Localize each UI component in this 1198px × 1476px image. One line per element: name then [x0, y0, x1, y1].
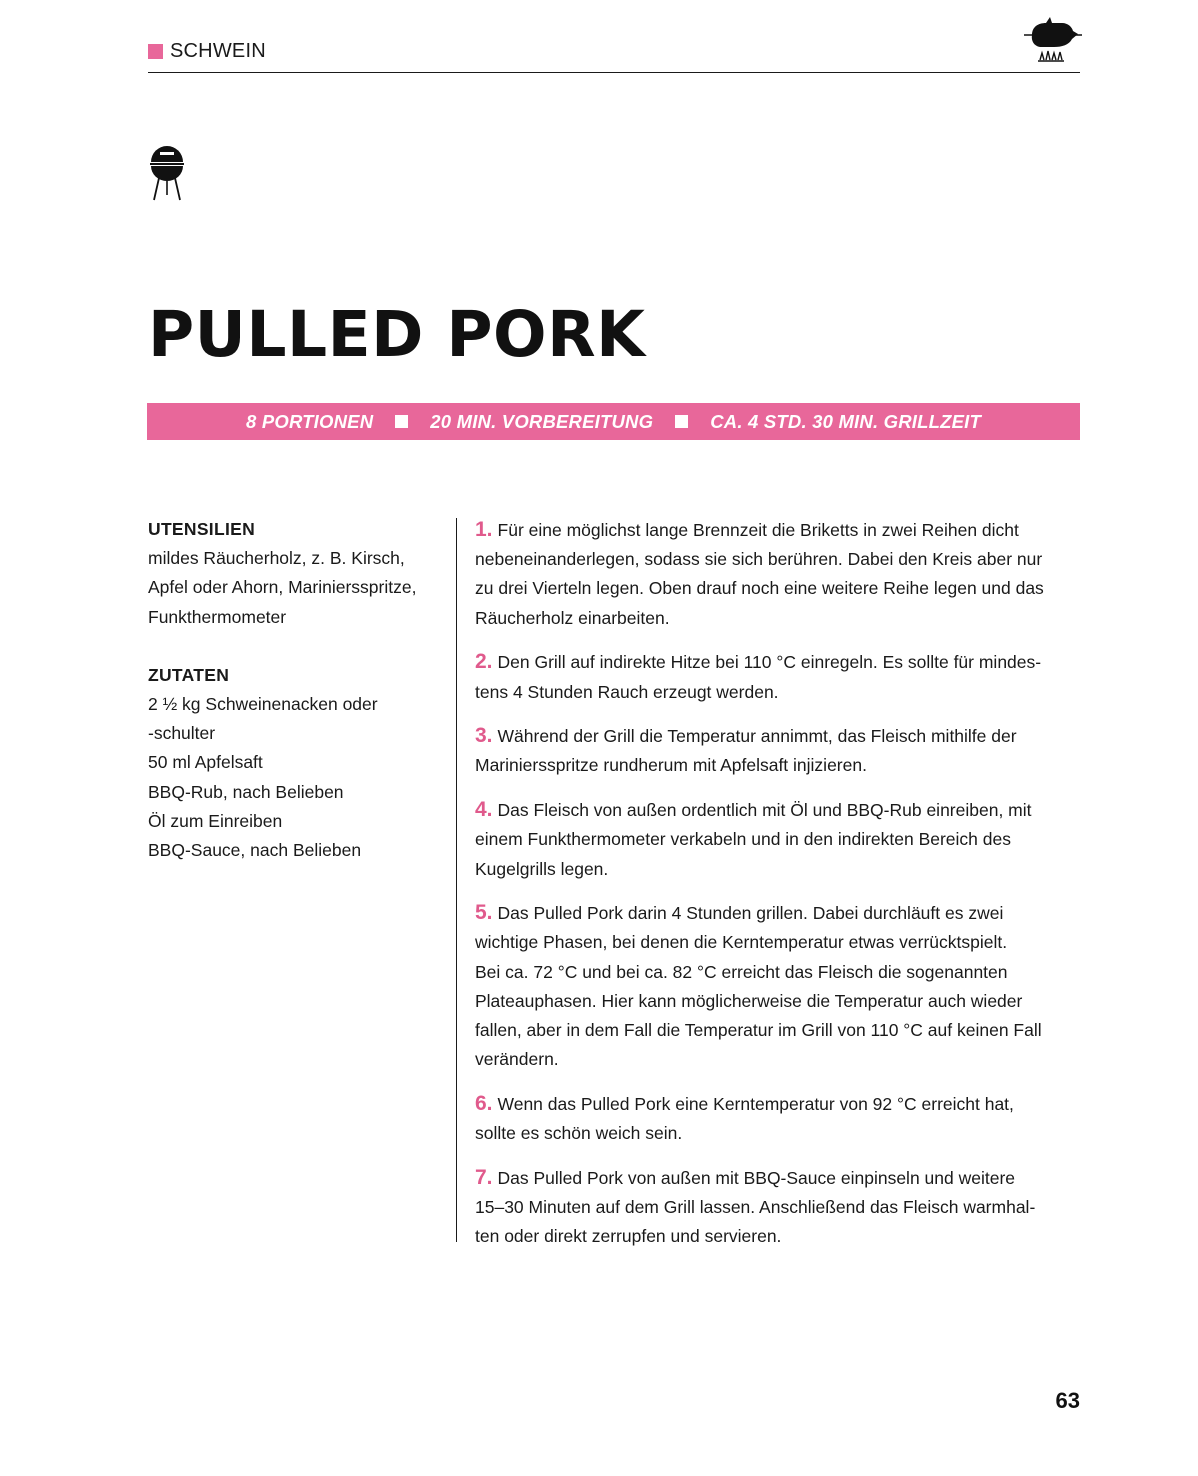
- step-line: zu drei Vierteln legen. Oben drauf noch eine weitere Reihe legen und das: [475, 578, 1044, 599]
- step-line: tens 4 Stunden Rauch erzeugt werden.: [475, 681, 779, 702]
- meta-separator: [395, 415, 408, 428]
- step-2: [475, 647, 1085, 706]
- step-line: Bei ca. 72 °C und bei ca. 82 °C erreicht das Fleisch die sogenannten: [475, 961, 1008, 982]
- step-line: Wenn das Pulled Pork eine Kerntemperatur von 92 °C erreicht hat,: [497, 1093, 1014, 1114]
- step-3: [475, 721, 1085, 780]
- step-number: 5.: [475, 901, 493, 925]
- ingredient-line: -schulter: [148, 723, 216, 744]
- ingredient-line: 2 ½ kg Schweinenacken oder: [148, 694, 378, 715]
- portions-label: 8 PORTIONEN: [245, 410, 374, 432]
- step-number: 6.: [475, 1091, 493, 1115]
- page-header: [148, 36, 1080, 73]
- prep-time-label: 20 MIN. VORBEREITUNG: [430, 410, 654, 432]
- step-line: fallen, aber in dem Fall die Temperatur im Grill von 110 °C auf keinen Fall: [475, 1020, 1042, 1041]
- column-divider: [456, 518, 457, 1242]
- step-number: 7.: [475, 1165, 493, 1189]
- step-line: Mariniersspritze rundherum mit Apfelsaft injizieren.: [475, 755, 867, 776]
- step-1: [475, 515, 1085, 633]
- utensilien-heading: UTENSILIEN: [148, 519, 256, 539]
- step-6: [475, 1089, 1085, 1148]
- ingredients-column: [148, 515, 438, 865]
- step-number: 3.: [475, 724, 493, 748]
- ingredient-line: 50 ml Apfelsaft: [148, 752, 263, 773]
- section-color-square: [148, 44, 163, 59]
- step-number: 4.: [475, 798, 493, 822]
- instructions-column: [475, 515, 1085, 1266]
- step-line: 15–30 Minuten auf dem Grill lassen. Anschließend das Fleisch warmhal-: [475, 1197, 1036, 1218]
- step-line: Das Fleisch von außen ordentlich mit Öl und BBQ-Rub einreiben, mit: [497, 800, 1032, 821]
- step-line: Das Pulled Pork darin 4 Stunden grillen. Dabei durchläuft es zwei: [497, 903, 1004, 924]
- step-line: sollte es schön weich sein.: [475, 1123, 683, 1144]
- step-4: [475, 795, 1085, 884]
- step-line: Räucherholz einarbeiten.: [475, 607, 670, 628]
- step-5: [475, 898, 1085, 1074]
- recipe-title: PULLED PORK: [148, 298, 646, 371]
- recipe-meta-bar: [147, 403, 1080, 440]
- step-line: ten oder direkt zerrupfen und servieren.: [475, 1226, 782, 1247]
- step-7: [475, 1163, 1085, 1252]
- ingredient-line: Öl zum Einreiben: [148, 810, 283, 831]
- utensil-line: Funkthermometer: [148, 606, 287, 627]
- meta-separator: [675, 415, 688, 428]
- utensil-line: mildes Räucherholz, z. B. Kirsch,: [148, 548, 405, 569]
- ingredient-line: BBQ-Rub, nach Belieben: [148, 781, 344, 802]
- step-line: wichtige Phasen, bei denen die Kerntemperatur etwas verrücktspielt.: [475, 932, 1008, 953]
- section-label: SCHWEIN: [170, 40, 266, 62]
- step-line: einem Funkthermometer verkabeln und in den indirekten Bereich des: [475, 829, 1011, 850]
- step-line: Für eine möglichst lange Brennzeit die Briketts in zwei Reihen dicht: [497, 520, 1019, 540]
- page-number: 63: [1055, 1388, 1080, 1413]
- step-line: Während der Grill die Temperatur annimmt, das Fleisch mithilfe der: [497, 726, 1017, 747]
- step-line: Kugelgrills legen.: [475, 858, 609, 879]
- ingredient-line: BBQ-Sauce, nach Belieben: [148, 840, 362, 861]
- step-line: nebeneinanderlegen, sodass sie sich berühren. Dabei den Kreis aber nur: [475, 549, 1043, 570]
- step-number: 2.: [475, 650, 493, 674]
- step-line: Das Pulled Pork von außen mit BBQ-Sauce einpinseln und weitere: [497, 1167, 1016, 1188]
- zutaten-heading: ZUTATEN: [148, 664, 230, 685]
- grill-time-label: CA. 4 STD. 30 MIN. GRILLZEIT: [710, 410, 982, 432]
- step-line: Plateauphasen. Hier kann möglicherweise die Temperatur auch wieder: [475, 990, 1023, 1011]
- utensil-line: Apfel oder Ahorn, Mariniersspritze,: [148, 577, 417, 598]
- step-number: 1.: [475, 518, 493, 541]
- step-line: Den Grill auf indirekte Hitze bei 110 °C einregeln. Es sollte für mindes-: [497, 652, 1042, 673]
- step-line: verändern.: [475, 1049, 559, 1070]
- kettle-grill-icon: [147, 144, 187, 202]
- section-marker: [148, 40, 266, 63]
- pig-on-spit-icon: [1022, 16, 1084, 62]
